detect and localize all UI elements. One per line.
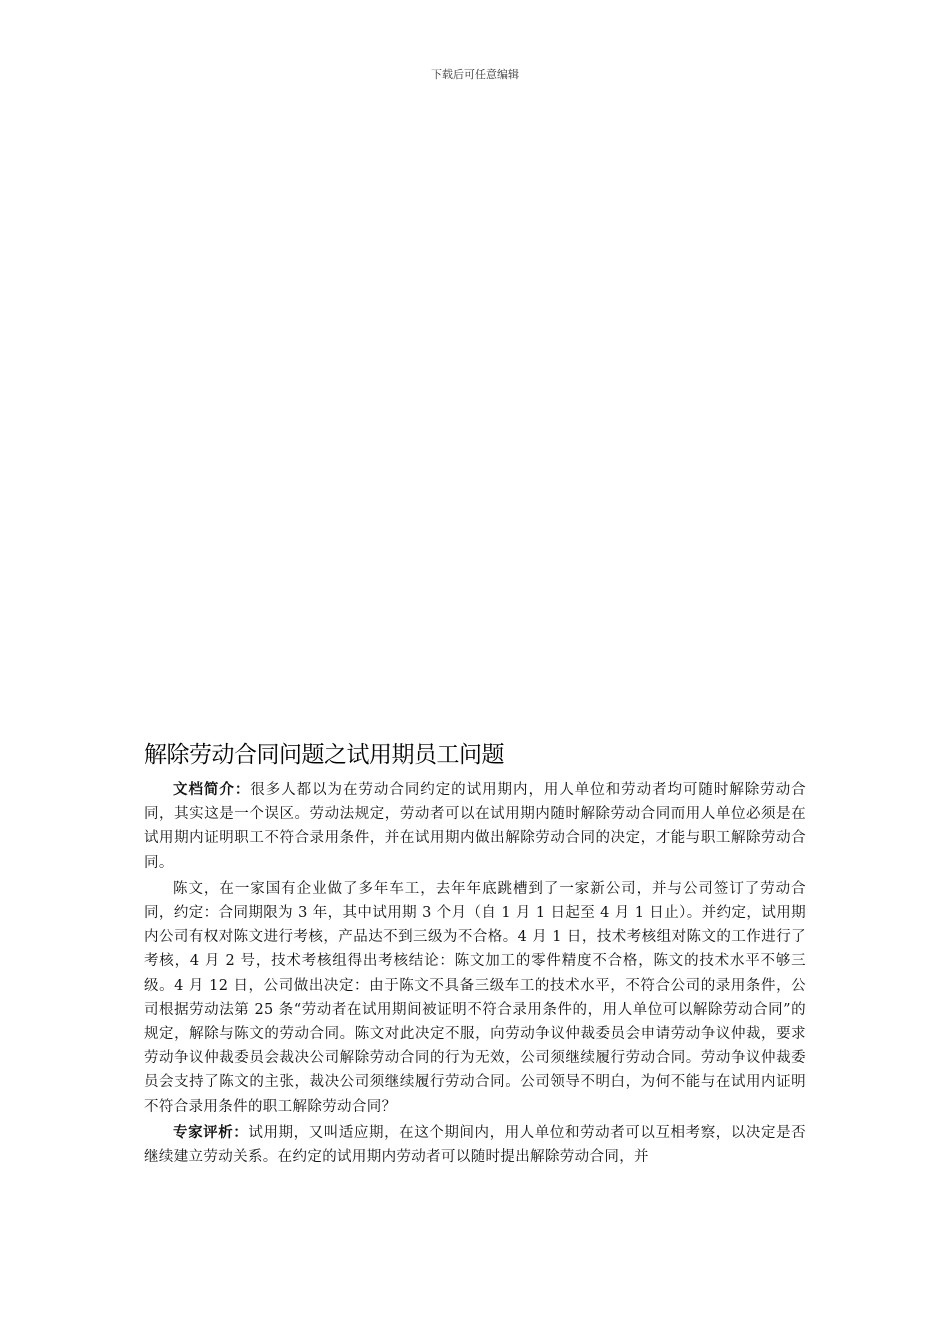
paragraph-expert-analysis	[144, 1121, 806, 1169]
intro-text: 很多人都以为在劳动合同约定的试用期内，用人单位和劳动者均可随时解除劳动合同，其实这是一个误区。劳动法规定，劳动者可以在试用期内随时解除劳动合同而用人单位必须是在试用期内证明职工不符合录用条件，并在试用期内做出解除劳动合同的决定，才能与职工解除劳动合同。	[144, 782, 807, 871]
case-text: 陈文，在一家国有企业做了多年车工，去年年底跳槽到了一家新公司，并与公司签订了劳动合同，约定：合同期限为 3 年，其中试用期 3 个月（自 1 月 1 日起至 4 月 1 日止）。并约定，试用期内公司有权对陈文进行考核，产品达不到三级为不合格。4 月 1 日，技术考核组对陈文的工作进行了考核，4 月 2 号，技术考核组得出考核结论：陈文加工的零件精度不合格，陈文的技术水平不够三级。4 月 12 日，公司做出决定：由于陈文不具备三级车工的技术水平，不符合公司的录用条件，公司根据劳动法第 25 条“劳动者在试用期间被证明不符合录用条件的，用人单位可以解除劳动合同”的规定，解除与陈文的劳动合同。陈文对此决定不服，向劳动争议仲裁委员会申请劳动争议仲裁，要求劳动争议仲裁委员会裁决公司解除劳动合同的行为无效，公司须继续履行劳动合同。劳动争议仲裁委员会支持了陈文的主张，裁决公司须继续履行劳动合同。公司领导不明白，为何不能与在试用内证明不符合录用条件的职工解除劳动合同？	[144, 880, 806, 1115]
document-title: 解除劳动合同问题之试用期员工问题	[144, 742, 504, 768]
paragraph-case	[144, 877, 806, 1119]
paragraph-intro	[144, 778, 806, 875]
page-header-note: 下载后可任意编辑	[431, 68, 519, 81]
expert-analysis-text: 试用期，又叫适应期，在这个期间内，用人单位和劳动者可以互相考察，以决定是否继续建立劳动关系。在约定的试用期内劳动者可以随时提出解除劳动合同，并	[144, 1124, 807, 1166]
expert-analysis-label: 专家评析：	[173, 1124, 249, 1141]
intro-label: 文档简介：	[173, 782, 251, 798]
document-body	[144, 738, 806, 1171]
